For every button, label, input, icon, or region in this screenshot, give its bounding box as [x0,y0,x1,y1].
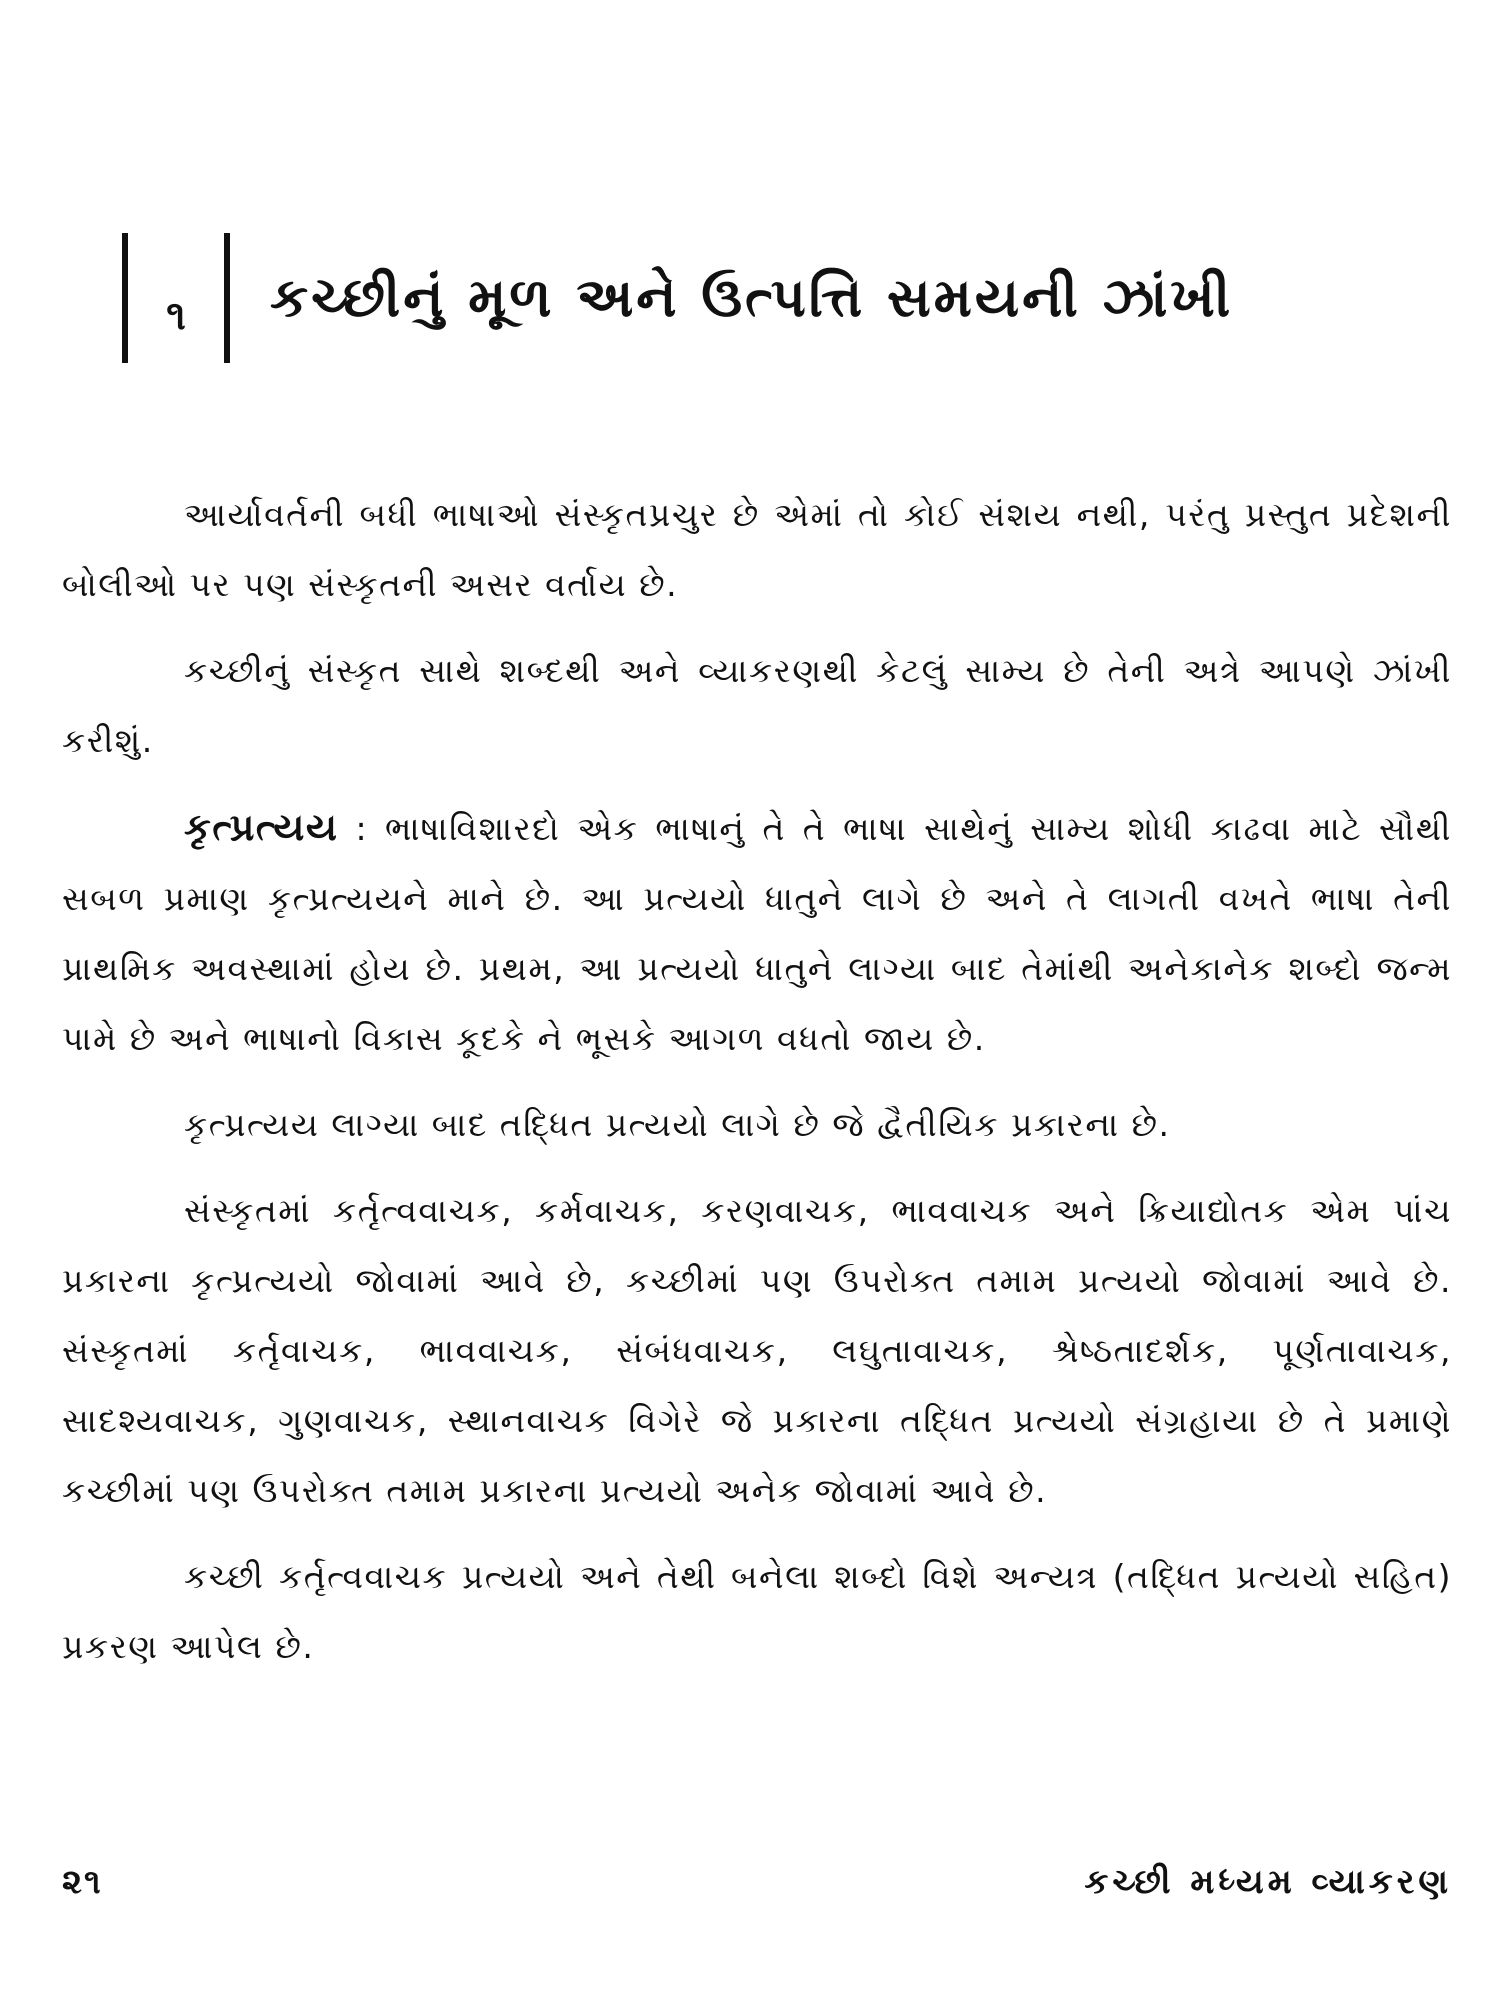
chapter-title: કચ્છીનું મૂળ અને ઉત્પત્તિ સમયની ઝાંખી [270,266,1234,329]
term-heading: કૃત્પ્રત્યય [184,805,339,849]
book-title: કચ્છી મધ્યમ વ્યાકરણ [1084,1862,1452,1902]
chapter-heading [122,228,1233,368]
chapter-divider-right [224,233,230,363]
paragraph-1: આર્યાવર્તની બધી ભાષાઓ સંસ્કૃતપ્રચુર છે એમાં તો કોઈ સંશય નથી, પરંતુ પ્રસ્તુત પ્રદેશની બોલીઓ પર પણ સંસ્કૃતની અસર વર્તાય છે. [62,495,1452,604]
term-separator: : [338,809,386,848]
paragraph-2: કચ્છીનું સંસ્કૃત સાથે શબ્દથી અને વ્યાકરણથી કેટલું સામ્ય છે તેની અત્રે આપણે ઝાંખી કરીશું. [62,651,1452,760]
body-text [62,480,1452,1698]
paragraph-6: કચ્છી કર્તૃત્વવાચક પ્રત્યયો અને તેથી બનેલા શબ્દો વિશે અન્યત્ર (તદ્ધિત પ્રત્યયો સહિત) પ્રકરણ આપેલ છે. [62,1557,1452,1666]
paragraph-3-text: ભાષાવિશારદો એક ભાષાનું તે તે ભાષા સાથેનું સામ્ય શોધી કાઢવા માટે સૌથી સબળ પ્રમાણ કૃત્પ્રત્યયને માને છે. આ પ્રત્યયો ધાતુને લાગે છે અને તે લાગતી વખતે ભાષા તેની પ્રાથમિક અવસ્થામાં હોય છે. પ્રથમ, આ પ્રત્યયો ધાતુને લાગ્યા બાદ તેમાંથી અનેકાનેક શબ્દો જન્મ પામે છે અને ભાષાનો વિકાસ કૂદકે ને ભૂસકે આગળ વધતો જાય છે. [62,809,1452,1058]
paragraph-4: કૃત્પ્રત્યય લાગ્યા બાદ તદ્ધિત પ્રત્યયો લાગે છે જે દ્વૈતીયિક પ્રકારના છે. [184,1105,1171,1144]
page-number: ૨૧ [62,1862,103,1902]
chapter-number: ૧ [166,293,186,339]
paragraph-3 [62,792,1452,1074]
paragraph-5: સંસ્કૃતમાં કર્તૃત્વવાચક, કર્મવાચક, કરણવાચક, ભાવવાચક અને ક્રિયાદ્યોતક એમ પાંચ પ્રકારના કૃત્પ્રત્યયો જોવામાં આવે છે, કચ્છીમાં પણ ઉપરોક્ત તમામ પ્રત્યયો જોવામાં આવે છે. સંસ્કૃતમાં કર્તૃવાચક, ભાવવાચક, સંબંધવાચક, લઘુતાવાચક, શ્રેષ્ઠતાદર્શક, પૂર્ણતાવાચક, સાદશ્યવાચક, ગુણવાચક, સ્થાનવાચક વિગેરે જે પ્રકારના તદ્ધિત પ્રત્યયો સંગ્રહાયા છે તે પ્રમાણે કચ્છીમાં પણ ઉપરોક્ત તમામ પ્રકારના પ્રત્યયો અનેક જોવામાં આવે છે. [62,1191,1452,1510]
page-footer [62,1858,1452,1906]
